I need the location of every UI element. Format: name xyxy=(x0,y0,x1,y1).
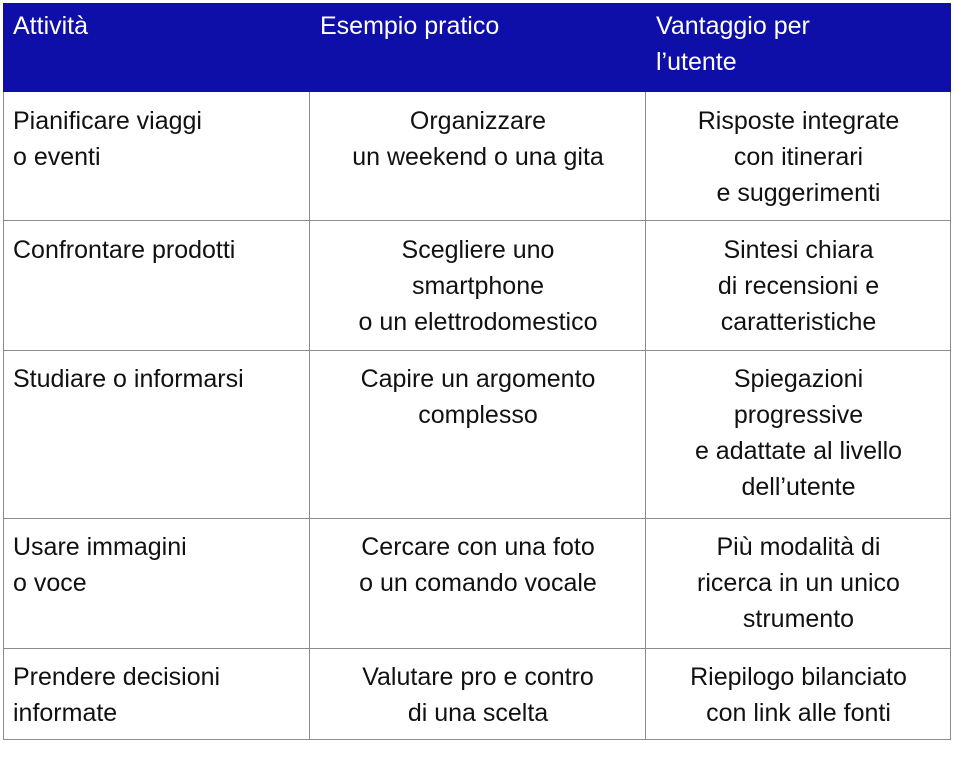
cell-line: Scegliere uno xyxy=(401,236,555,264)
cell-benefit xyxy=(646,649,951,740)
cell-line: Cercare con una foto xyxy=(361,533,595,561)
cell-line: dell’utente xyxy=(741,473,856,501)
table-row xyxy=(4,221,951,351)
cell-line: con link alle fonti xyxy=(706,699,891,727)
cell-line: e adattate al livello xyxy=(694,437,903,465)
cell-line: Organizzare xyxy=(409,107,547,135)
cell-example xyxy=(310,92,646,221)
header-cell-benefit xyxy=(646,4,951,92)
cell-activity xyxy=(4,351,310,519)
cell-line: Sintesi chiara xyxy=(723,236,874,264)
cell-line: Studiare o informarsi xyxy=(13,365,244,393)
cell-line: e suggerimenti xyxy=(716,179,881,207)
cell-line: o un comando vocale xyxy=(359,569,597,597)
cell-line: Confrontare prodotti xyxy=(13,236,236,264)
cell-example xyxy=(310,351,646,519)
table-body xyxy=(4,92,951,740)
cell-line: o voce xyxy=(13,569,87,597)
cell-line: un weekend o una gita xyxy=(352,143,604,171)
cell-line: Riepilogo bilanciato xyxy=(690,663,907,691)
header-example-line: Esempio pratico xyxy=(320,12,500,40)
cell-line: complesso xyxy=(418,401,538,429)
header-activity-line: Attività xyxy=(13,12,89,40)
cell-benefit xyxy=(646,221,951,351)
cell-activity xyxy=(4,519,310,649)
cell-line: Prendere decisioni xyxy=(13,663,221,691)
cell-line: Più modalità di xyxy=(716,533,881,561)
header-cell-example xyxy=(310,4,646,92)
cell-line: Usare immagini xyxy=(13,533,187,561)
cell-line: Risposte integrate xyxy=(697,107,900,135)
cell-line: Valutare pro e contro xyxy=(362,663,594,691)
cell-line: Spiegazioni xyxy=(733,365,864,393)
cell-benefit xyxy=(646,351,951,519)
comparison-table xyxy=(3,3,951,740)
table-row xyxy=(4,351,951,519)
cell-line: di una scelta xyxy=(407,699,549,727)
cell-example xyxy=(310,519,646,649)
cell-example xyxy=(310,649,646,740)
cell-line: ricerca in un unico xyxy=(697,569,900,597)
cell-line: o eventi xyxy=(13,143,101,171)
cell-line: smartphone xyxy=(411,272,545,300)
cell-line: di recensioni e xyxy=(717,272,880,300)
cell-activity xyxy=(4,649,310,740)
table-row xyxy=(4,649,951,740)
cell-line: Capire un argomento xyxy=(360,365,596,393)
cell-line: Pianificare viaggi xyxy=(13,107,202,135)
cell-line: caratteristiche xyxy=(720,308,877,336)
header-benefit-line: Vantaggio per xyxy=(656,12,810,40)
cell-activity xyxy=(4,221,310,351)
cell-benefit xyxy=(646,519,951,649)
table-row xyxy=(4,92,951,221)
cell-example xyxy=(310,221,646,351)
cell-line: progressive xyxy=(733,401,864,429)
header-cell-activity xyxy=(4,4,310,92)
table-row xyxy=(4,519,951,649)
header-row xyxy=(4,4,951,92)
table-header xyxy=(4,4,951,92)
cell-benefit xyxy=(646,92,951,221)
cell-line: con itinerari xyxy=(733,143,864,171)
cell-line: strumento xyxy=(742,605,855,633)
cell-activity xyxy=(4,92,310,221)
cell-line: informate xyxy=(13,699,118,727)
header-benefit-line: l’utente xyxy=(656,48,737,76)
cell-line: o un elettrodomestico xyxy=(358,308,598,336)
